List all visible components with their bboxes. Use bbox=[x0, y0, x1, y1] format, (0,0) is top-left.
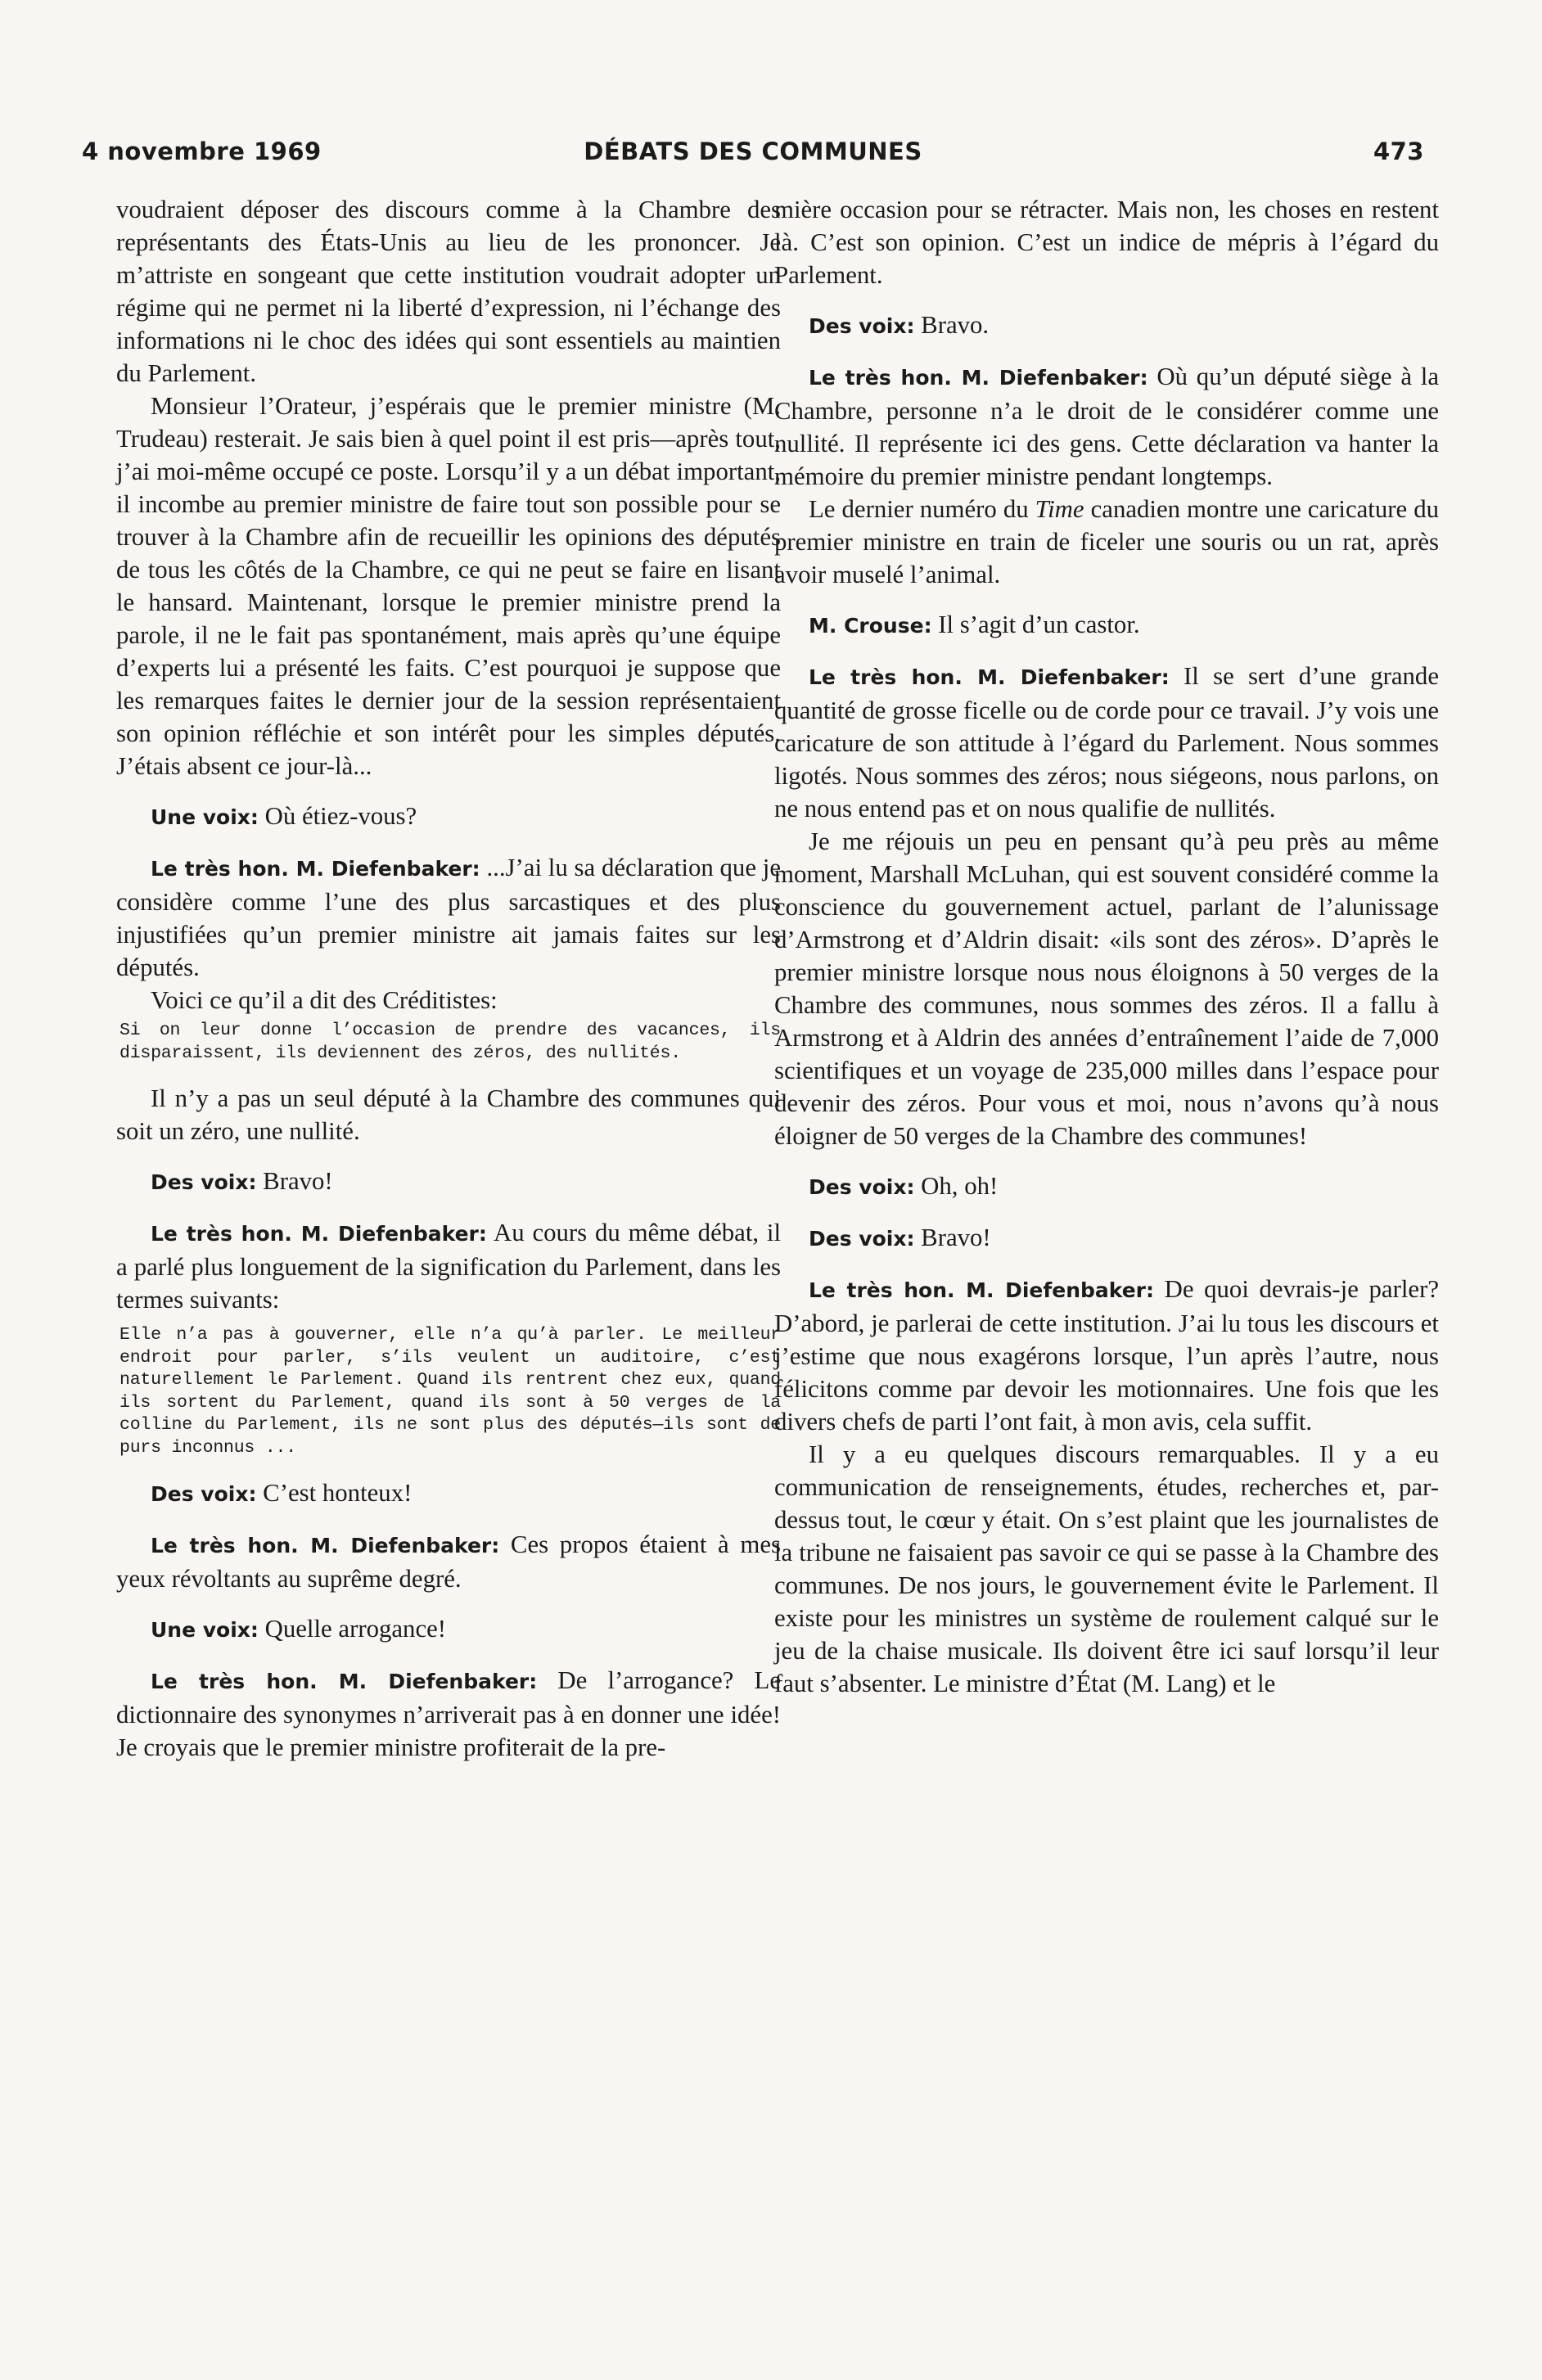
block-quote: Elle n’a pas à gouverner, elle n’a qu’à parler. Le meilleur endroit pour parler, s’ils veulent un auditoire, c’est naturellement le Parlement. Quand ils rentrent chez eux, quand ils sortent du Parlement, quand ils sont à 50 verges de la colline du Parlement, ils ne sont plus des députés—ils sont de purs inconnus ... bbox=[119, 1325, 781, 1458]
speech-turn bbox=[774, 1221, 1439, 1255]
header-title: DÉBATS DES COMMUNES bbox=[584, 137, 922, 165]
speech-text: ...J’ai lu sa déclaration que je considère comme l’une des plus sarcastiques et des plus injustifiées qu’un premier ministre ait jamais faites sur les députés. bbox=[116, 854, 782, 981]
speech-text: Bravo. bbox=[914, 311, 990, 339]
speech-text: Au cours du même débat, il a parlé plus longuement de la signification du Parlement, dans les termes suivants: bbox=[116, 1219, 782, 1314]
speaker-name: Des voix: bbox=[809, 314, 915, 338]
speaker-name: Le très hon. M. Diefenbaker: bbox=[809, 1278, 1155, 1302]
speech-turn bbox=[116, 1528, 781, 1595]
speech-turn bbox=[774, 660, 1439, 825]
speech-text: Bravo! bbox=[256, 1167, 333, 1195]
speech-text: Il s’agit d’un castor. bbox=[931, 611, 1140, 638]
speaker-name: Une voix: bbox=[151, 805, 259, 829]
speech-text: Quelle arrogance! bbox=[258, 1615, 447, 1643]
paragraph: Il y a eu quelques discours remarquables. Il y a eu communication de renseignements, études, recherches et, par-dessus tout, le cœur y était. On s’est plaint que les journalistes de la tribune ne faisaient pas savoir ce qui se passe à la Chambre des communes. De nos jours, le gouvernement évite le Parlement. Il existe pour les ministres un système de roulement calqué sur le jeu de la chaise musicale. Ils doivent être ici sauf lorsqu’il leur faut s’absenter. Le ministre d’État (M. Lang) et le bbox=[774, 1440, 1439, 1697]
speaker-name: Des voix: bbox=[151, 1170, 257, 1194]
speech-turn bbox=[116, 1165, 781, 1199]
speech-text: Où étiez-vous? bbox=[258, 802, 417, 830]
speech-turn bbox=[774, 309, 1439, 343]
speech-text: Bravo! bbox=[914, 1224, 991, 1251]
speech-text: Où qu’un député siège à la Chambre, personne n’a le droit de le considérer comme une nullité. Il représente ici des gens. Cette déclaration va hanter la mémoire du premier ministre pendant longtemps. bbox=[774, 363, 1439, 490]
speech-text: C’est honteux! bbox=[256, 1479, 413, 1507]
magazine-title: Time bbox=[1035, 495, 1084, 523]
left-column bbox=[116, 193, 781, 2288]
speaker-name: M. Crouse: bbox=[809, 614, 932, 638]
speech-text: Il se sert d’une grande quantité de grosse ficelle ou de corde pour ce travail. J’y vois une caricature de son attitude à l’égard du Parlement. Nous sommes ligotés. Nous sommes des zéros; nous siégeons, nous parlons, on ne nous entend pas et on nous qualifie de nullités. bbox=[774, 662, 1439, 823]
right-column bbox=[774, 193, 1439, 2288]
block-quote: Si on leur donne l’occasion de prendre des vacances, ils disparaissent, ils deviennent des zéros, des nullités. bbox=[119, 1021, 781, 1063]
speaker-name: Des voix: bbox=[809, 1175, 915, 1199]
speech-turn bbox=[774, 1170, 1439, 1204]
speaker-name: Le très hon. M. Diefenbaker: bbox=[151, 1670, 538, 1693]
speaker-name: Des voix: bbox=[151, 1482, 257, 1506]
speech-turn bbox=[774, 1273, 1439, 1438]
speech-turn bbox=[116, 1476, 781, 1511]
speech-turn bbox=[774, 608, 1439, 642]
speaker-name: Le très hon. M. Diefenbaker: bbox=[151, 857, 480, 881]
speaker-name: Le très hon. M. Diefenbaker: bbox=[809, 665, 1170, 689]
paragraph: Voici ce qu’il a dit des Créditistes: bbox=[151, 986, 498, 1014]
paragraph: Il n’y a pas un seul député à la Chambre des communes qui soit un zéro, une nullité. bbox=[116, 1084, 781, 1145]
speaker-name: Le très hon. M. Diefenbaker: bbox=[151, 1534, 500, 1557]
running-header bbox=[82, 137, 1424, 170]
speech-turn bbox=[116, 1612, 781, 1647]
speech-text: De l’arrogance? Le dictionnaire des synonymes n’arriverait pas à en donner une idée! Je croyais que le premier ministre profiterait de la pre- bbox=[116, 1666, 781, 1761]
speaker-name: Le très hon. M. Diefenbaker: bbox=[151, 1222, 487, 1246]
speech-turn bbox=[116, 1216, 781, 1316]
speech-turn bbox=[116, 800, 781, 834]
paragraph: mière occasion pour se rétracter. Mais non, les choses en restent là. C’est son opinion. C’est un indice de mépris à l’égard du Parlement. bbox=[774, 196, 1439, 289]
speech-text: Oh, oh! bbox=[914, 1172, 999, 1200]
speech-turn bbox=[774, 360, 1439, 493]
paragraph: Je me réjouis un peu en pensant qu’à peu près au même moment, Marshall McLuhan, qui est souvent considéré comme la conscience du gouvernement actuel, parlant de l’alunissage d’Armstrong et d’Aldrin disait: «ils sont des zéros». D’après le premier ministre lorsque nous nous éloignons à 50 verges de la Chambre des communes, nous sommes des zéros. Il a fallu à Armstrong et à Aldrin des années d’entraînement l’aide de 7,000 scientifiques et un voyage de 235,000 milles dans l’espace pour devenir des zéros. Pour vous et moi, nous n’avons qu’à nous éloigner de 50 verges de la Chambre des communes! bbox=[774, 827, 1439, 1150]
speaker-name: Une voix: bbox=[151, 1618, 259, 1642]
speech-text: De quoi devrais-je parler? D’abord, je parlerai de cette institution. J’ai lu tous les discours et j’estime que nous exagérons lorsque, l’un après l’autre, nous félicitons comme par devoir les motionnaires. Une fois que les divers chefs de parti l’ont fait, à mon avis, cela suffit. bbox=[774, 1275, 1439, 1436]
paragraph-text: canadien montre une caricature du premier ministre en train de ficeler une souris ou un rat, après avoir muselé l’animal. bbox=[774, 495, 1439, 588]
paragraph bbox=[774, 493, 1439, 591]
paragraph: voudraient déposer des discours comme à la Chambre des représentants des États-Unis au lieu de les prononcer. Je m’attriste en songeant que cette institution voudrait adopter un régime qui ne permet ni la liberté d’expression, ni l’échange des informations ni le choc des idées qui sont essentiels au maintien du Parlement. bbox=[116, 196, 781, 387]
paragraph-text: Le dernier numéro du bbox=[809, 495, 1035, 523]
speech-turn bbox=[116, 1664, 781, 1764]
speech-text: Ces propos étaient à mes yeux révoltants au suprême degré. bbox=[116, 1530, 781, 1593]
speaker-name: Des voix: bbox=[809, 1227, 915, 1251]
speech-turn bbox=[116, 851, 781, 984]
page-number: 473 bbox=[1373, 137, 1424, 165]
paragraph: Monsieur l’Orateur, j’espérais que le premier ministre (M. Trudeau) resterait. Je sais bien à quel point il est pris—après tout, j’ai moi-même occupé ce poste. Lorsqu’il y a un débat important, il incombe au premier ministre de faire tout son possible pour se trouver à la Chambre afin de recueillir les opinions des députés de tous les côtés de la Chambre, ce qui ne peut se faire en lisant le hansard. Maintenant, lorsque le premier ministre prend la parole, il ne le fait pas spontanément, mais après qu’une équipe d’experts lui a présenté les faits. C’est pourquoi je suppose que les remarques faites le dernier jour de la session représentaient son opinion réfléchie et son intérêt pour les simples députés. J’étais absent ce jour-là... bbox=[116, 392, 781, 780]
header-date: 4 novembre 1969 bbox=[82, 137, 322, 165]
speaker-name: Le très hon. M. Diefenbaker: bbox=[809, 366, 1148, 390]
